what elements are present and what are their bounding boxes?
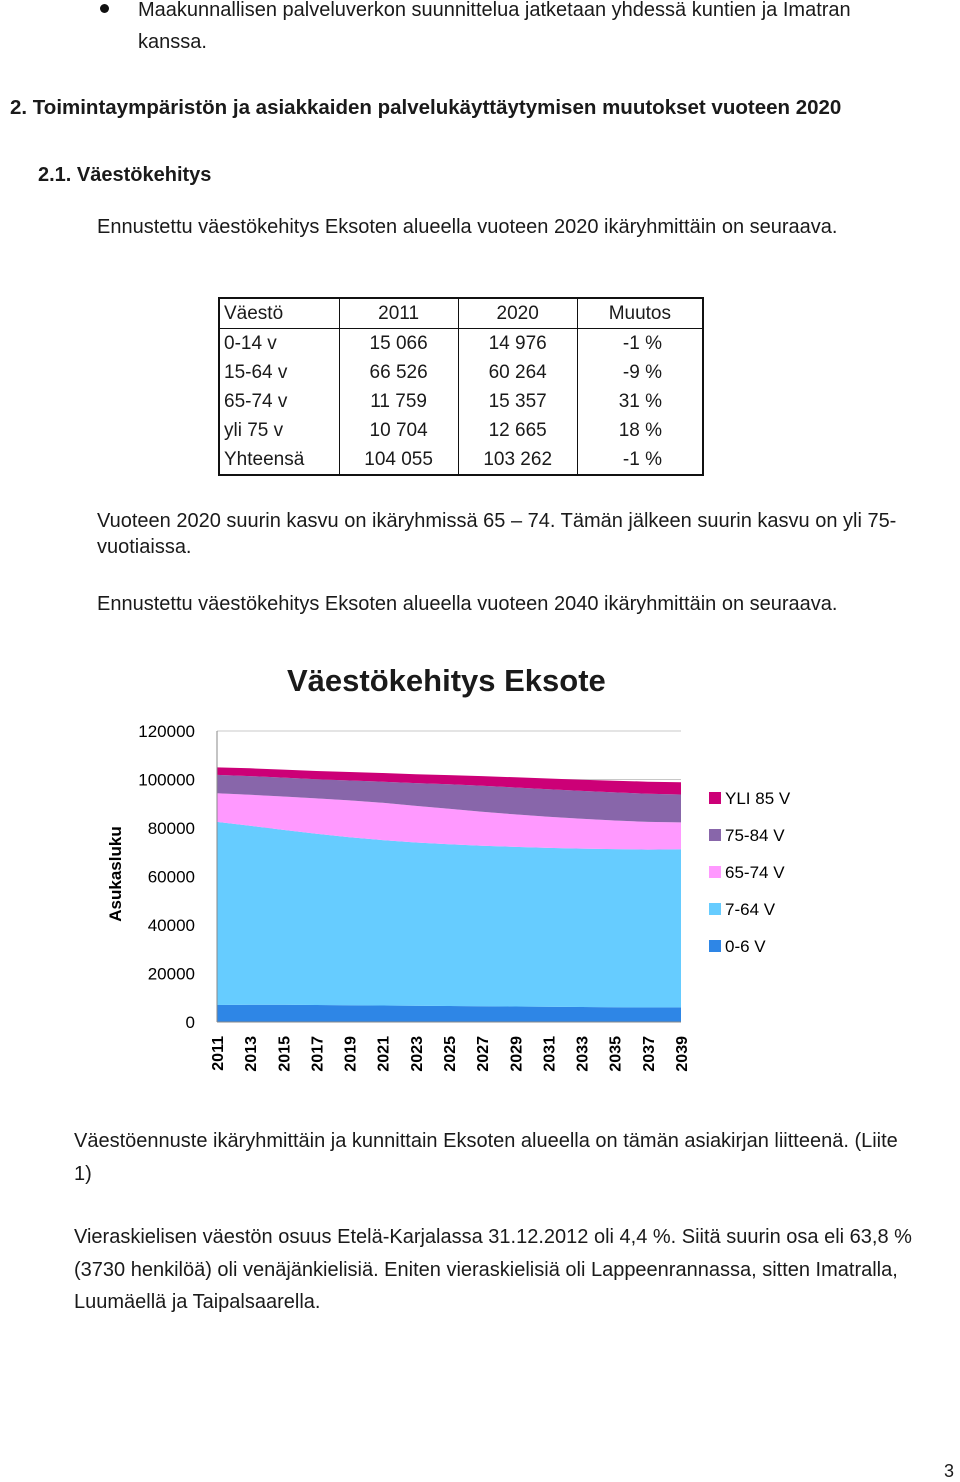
x-tick-label: 2031 bbox=[541, 1036, 559, 1072]
bullet-icon bbox=[100, 4, 109, 13]
forecast-2040-intro: Ennustettu väestökehitys Eksoten alueella vuoteen 2040 ikäryhmittäin on seuraava. bbox=[97, 593, 838, 615]
section-heading-2: 2. Toimintaympäristön ja asiakkaiden palvelukäyttäytymisen muutokset vuoteen 2020 bbox=[10, 96, 842, 119]
population-area-chart bbox=[90, 710, 810, 1090]
y-axis-label: Asukasluku bbox=[106, 826, 125, 922]
x-tick-label: 2035 bbox=[607, 1036, 625, 1072]
y-tick-label: 120000 bbox=[138, 722, 195, 741]
table-cell: 103 262 bbox=[458, 445, 577, 475]
table-cell: 66 526 bbox=[339, 358, 458, 387]
legend-label: 0-6 V bbox=[725, 937, 766, 956]
table-cell: 18 % bbox=[577, 416, 703, 445]
table-header-cell: Väestö bbox=[219, 298, 339, 329]
table-cell: -9 % bbox=[577, 358, 703, 387]
table-cell: 104 055 bbox=[339, 445, 458, 475]
legend-swatch bbox=[709, 903, 721, 915]
table-header-cell: 2011 bbox=[339, 298, 458, 329]
table-header-cell: 2020 bbox=[458, 298, 577, 329]
x-tick-label: 2033 bbox=[574, 1036, 592, 1072]
x-tick-label: 2015 bbox=[276, 1036, 294, 1072]
legend-label: 7-64 V bbox=[725, 900, 776, 919]
table-cell: 14 976 bbox=[458, 329, 577, 359]
legend-swatch bbox=[709, 940, 721, 952]
y-tick-label: 100000 bbox=[138, 770, 195, 790]
foreign-language-line-2: (3730 henkilöä) oli venäjänkielisiä. Eniten vieraskielisiä oli Lappeenrannassa, sitten Imatralla, bbox=[74, 1259, 898, 1281]
y-tick-label: 0 bbox=[185, 1013, 195, 1032]
growth-note-line-1: Vuoteen 2020 suurin kasvu on ikäryhmissä 65 – 74. Tämän jälkeen suurin kasvu on yli 75- bbox=[97, 510, 897, 532]
table-cell: 60 264 bbox=[458, 358, 577, 387]
legend-swatch bbox=[709, 829, 721, 841]
page-number: 3 bbox=[944, 1461, 955, 1481]
legend-label: 75-84 V bbox=[725, 826, 785, 845]
area-series bbox=[217, 822, 681, 1008]
table-row bbox=[219, 416, 703, 445]
table-cell: Yhteensä bbox=[219, 445, 339, 475]
bullet-line-1: Maakunnallisen palveluverkon suunnittelua jatketaan yhdessä kuntien ja Imatran bbox=[138, 0, 851, 21]
legend-label: YLI 85 V bbox=[725, 789, 791, 808]
table-cell: 15 066 bbox=[339, 329, 458, 359]
appendix-note-line-1: Väestöennuste ikäryhmittäin ja kunnittain Eksoten alueella on tämän asiakirjan liitteenä. (Liite bbox=[74, 1130, 898, 1152]
growth-note-line-2: vuotiaissa. bbox=[97, 536, 192, 558]
x-tick-label: 2027 bbox=[475, 1036, 493, 1072]
bullet-line-2: kanssa. bbox=[138, 31, 207, 53]
table-cell: 10 704 bbox=[339, 416, 458, 445]
y-tick-label: 40000 bbox=[147, 916, 195, 935]
section-intro: Ennustettu väestökehitys Eksoten alueella vuoteen 2020 ikäryhmittäin on seuraava. bbox=[97, 216, 838, 238]
table-cell: -1 % bbox=[577, 445, 703, 475]
legend-swatch bbox=[709, 866, 721, 878]
y-tick-label: 80000 bbox=[147, 819, 195, 838]
table-cell: 15 357 bbox=[458, 387, 577, 416]
table-row bbox=[219, 387, 703, 416]
x-tick-label: 2011 bbox=[210, 1036, 227, 1071]
area-series bbox=[217, 1005, 681, 1022]
x-tick-label: 2019 bbox=[342, 1036, 360, 1072]
y-tick-label: 60000 bbox=[147, 867, 195, 887]
x-tick-label: 2023 bbox=[408, 1036, 426, 1072]
chart-title: Väestökehitys Eksote bbox=[287, 663, 606, 698]
table-cell: 31 % bbox=[577, 387, 703, 416]
x-tick-label: 2017 bbox=[309, 1036, 327, 1072]
table-row bbox=[219, 329, 703, 359]
table-cell: -1 % bbox=[577, 329, 703, 359]
table-header-row bbox=[219, 298, 703, 329]
table-cell: 0-14 v bbox=[219, 329, 339, 359]
appendix-note-line-2: 1) bbox=[74, 1163, 92, 1185]
table-cell: 15-64 v bbox=[219, 358, 339, 387]
table-cell: 65-74 v bbox=[219, 387, 339, 416]
x-tick-label: 2021 bbox=[375, 1036, 393, 1072]
table-row bbox=[219, 445, 703, 475]
intro-bullet bbox=[0, 0, 960, 60]
y-tick-label: 20000 bbox=[147, 964, 195, 984]
x-tick-label: 2025 bbox=[442, 1036, 459, 1072]
table-header-cell: Muutos bbox=[577, 298, 703, 329]
x-tick-label: 2037 bbox=[640, 1036, 658, 1072]
section-heading-2-1: 2.1. Väestökehitys bbox=[38, 164, 212, 186]
table-cell: 12 665 bbox=[458, 416, 577, 445]
x-tick-label: 2029 bbox=[508, 1036, 526, 1072]
x-tick-label: 2013 bbox=[243, 1036, 261, 1072]
legend-swatch bbox=[709, 792, 721, 804]
foreign-language-line-1: Vieraskielisen väestön osuus Etelä-Karjalassa 31.12.2012 oli 4,4 %. Siitä suurin osa eli 63,8 % bbox=[74, 1226, 912, 1248]
legend-label: 65-74 V bbox=[725, 863, 785, 882]
table-cell: 11 759 bbox=[339, 387, 458, 416]
table-row bbox=[219, 358, 703, 387]
population-table bbox=[218, 297, 704, 476]
table-cell: yli 75 v bbox=[219, 416, 339, 445]
foreign-language-line-3: Luumäellä ja Taipalsaarella. bbox=[74, 1291, 321, 1313]
x-tick-label: 2039 bbox=[674, 1036, 691, 1072]
